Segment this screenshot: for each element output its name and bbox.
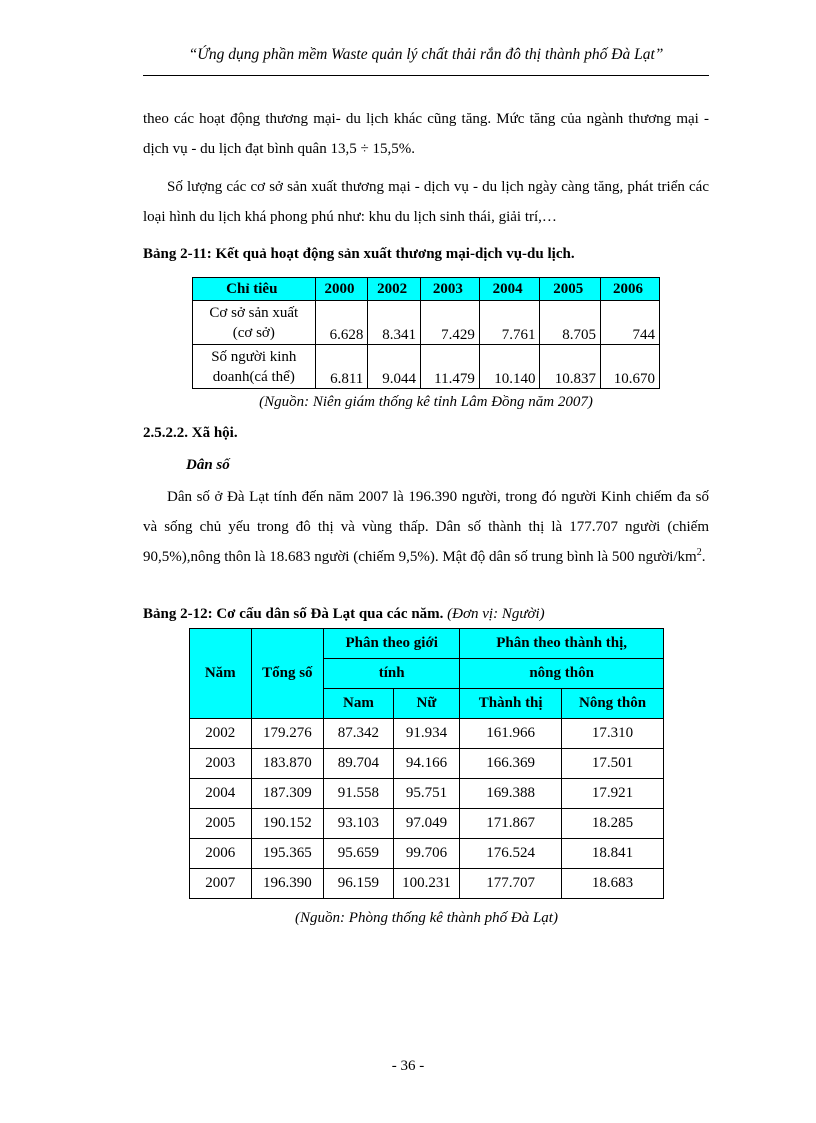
table-cell: 96.159: [324, 869, 394, 899]
table-cell: 6.811: [315, 345, 368, 389]
table-cell: 190.152: [251, 809, 324, 839]
table-cell: 744: [601, 301, 660, 345]
table-cell: 99.706: [393, 839, 460, 869]
running-header: “Ứng dụng phần mềm Waste quản lý chất thải rắn đô thị thành phố Đà Lạt”: [188, 46, 664, 63]
table-cell: 11.479: [421, 345, 480, 389]
header-cell: 2004: [479, 278, 540, 301]
header-cell: Chỉ tiêu: [193, 278, 316, 301]
table-cell: 2005: [190, 809, 252, 839]
page-number: - 36 -: [391, 1058, 425, 1074]
table-row: [190, 749, 664, 779]
table-row: [193, 301, 660, 345]
table-cell: 2004: [190, 779, 252, 809]
table-cell: 2003: [190, 749, 252, 779]
table-cell: 166.369: [460, 749, 562, 779]
header-cell: Nữ: [393, 689, 460, 719]
population-text-end: .: [701, 549, 706, 565]
header-divider: [143, 75, 709, 76]
row-label: [193, 301, 316, 345]
table2-caption-unit: (Đơn vị: Người): [447, 606, 545, 622]
header-cell: Thành thị: [460, 689, 562, 719]
row-label-line: Cơ sở sản xuất: [209, 304, 299, 321]
table-cell: 18.285: [562, 809, 664, 839]
table-row: [190, 839, 664, 869]
header-cell: 2005: [540, 278, 601, 301]
table-cell: 8.341: [368, 301, 421, 345]
row-label: [193, 345, 316, 389]
table-cell: 97.049: [393, 809, 460, 839]
table-cell: 93.103: [324, 809, 394, 839]
table-cell: 8.705: [540, 301, 601, 345]
table-cell: 17.310: [562, 719, 664, 749]
table2-caption: [143, 606, 545, 623]
header-cell: 2006: [601, 278, 660, 301]
table-header-row: [190, 629, 664, 659]
table-cell: 87.342: [324, 719, 394, 749]
header-cell: 2003: [421, 278, 480, 301]
table-row: [190, 779, 664, 809]
paragraph-facilities: Số lượng các cơ sở sản xuất thương mại - dịch vụ - du lịch ngày càng tăng, phát triển các loại hình du lịch khá phong phú như: khu du lịch sinh thái, giải trí,…: [143, 179, 709, 225]
table-row: [190, 809, 664, 839]
table-cell: 17.501: [562, 749, 664, 779]
table2-caption-title: Bảng 2-12: Cơ cấu dân số Đà Lạt qua các năm.: [143, 606, 444, 622]
paragraph-population: [143, 482, 709, 572]
header-group-gender: Phân theo giới: [324, 629, 460, 659]
table-row: [190, 719, 664, 749]
table1-source: (Nguồn: Niên giám thống kê tỉnh Lâm Đồng năm 2007): [259, 394, 593, 410]
table-cell: 18.841: [562, 839, 664, 869]
table-cell: 7.429: [421, 301, 480, 345]
table1-caption: Bảng 2-11: Kết quả hoạt động sản xuất thương mại-dịch vụ-du lịch.: [143, 246, 575, 262]
table-cell: 17.921: [562, 779, 664, 809]
header-cell: Năm: [190, 629, 252, 719]
row-label-line: Số người kinh: [211, 348, 297, 365]
table-cell: 183.870: [251, 749, 324, 779]
header-group-area: Phân theo thành thị,: [460, 629, 664, 659]
paragraph-trade-growth: theo các hoạt động thương mại- du lịch khác cũng tăng. Mức tăng của ngành thương mại - dịch vụ - du lịch đạt bình quân 13,5 ÷ 15,5%.: [143, 111, 709, 157]
table-cell: 2006: [190, 839, 252, 869]
table-cell: 100.231: [393, 869, 460, 899]
table-cell: 177.707: [460, 869, 562, 899]
table-row: [193, 345, 660, 389]
table-cell: 18.683: [562, 869, 664, 899]
table-cell: 161.966: [460, 719, 562, 749]
section-heading: 2.5.2.2. Xã hội.: [143, 425, 238, 441]
table-cell: 179.276: [251, 719, 324, 749]
table-cell: 95.659: [324, 839, 394, 869]
table-cell: 10.670: [601, 345, 660, 389]
population-table: [189, 628, 664, 899]
table-cell: 7.761: [479, 301, 540, 345]
table-cell: 89.704: [324, 749, 394, 779]
table-cell: 187.309: [251, 779, 324, 809]
table-cell: 2007: [190, 869, 252, 899]
table-cell: 10.140: [479, 345, 540, 389]
header-group-gender-cont: tính: [324, 659, 460, 689]
superscript: 2: [696, 547, 702, 558]
table-cell: 169.388: [460, 779, 562, 809]
table-cell: 6.628: [315, 301, 368, 345]
trade-results-table: [192, 277, 660, 389]
table-cell: 196.390: [251, 869, 324, 899]
header-cell: Nam: [324, 689, 394, 719]
table-cell: 91.558: [324, 779, 394, 809]
table-cell: 171.867: [460, 809, 562, 839]
header-group-area-cont: nông thôn: [460, 659, 664, 689]
row-label-line: (cơ sở): [232, 324, 275, 341]
header-cell: 2002: [368, 278, 421, 301]
table-cell: 176.524: [460, 839, 562, 869]
header-cell: Tổng số: [251, 629, 324, 719]
row-label-line: doanh(cá thể): [212, 368, 295, 385]
table-row: [190, 869, 664, 899]
table-cell: 95.751: [393, 779, 460, 809]
table-cell: 9.044: [368, 345, 421, 389]
table2-source: (Nguồn: Phòng thống kê thành phố Đà Lạt): [295, 910, 558, 926]
table-cell: 10.837: [540, 345, 601, 389]
table-cell: 91.934: [393, 719, 460, 749]
table-cell: 94.166: [393, 749, 460, 779]
header-cell: Nông thôn: [562, 689, 664, 719]
table-header-row: [193, 278, 660, 301]
table-cell: 195.365: [251, 839, 324, 869]
table-cell: 2002: [190, 719, 252, 749]
population-text: Dân số ở Đà Lạt tính đến năm 2007 là 196.390 người, trong đó người Kinh chiếm đa số và sống chủ yếu trong đô thị và vùng thấp. Dân số thành thị là 177.707 người (chiếm 90,5%),nông thôn là 18.683 người (chiếm 9,5%). Mật độ dân số trung bình là 500 người/km: [143, 489, 709, 565]
header-cell: 2000: [315, 278, 368, 301]
subheading-population: Dân số: [186, 457, 230, 473]
